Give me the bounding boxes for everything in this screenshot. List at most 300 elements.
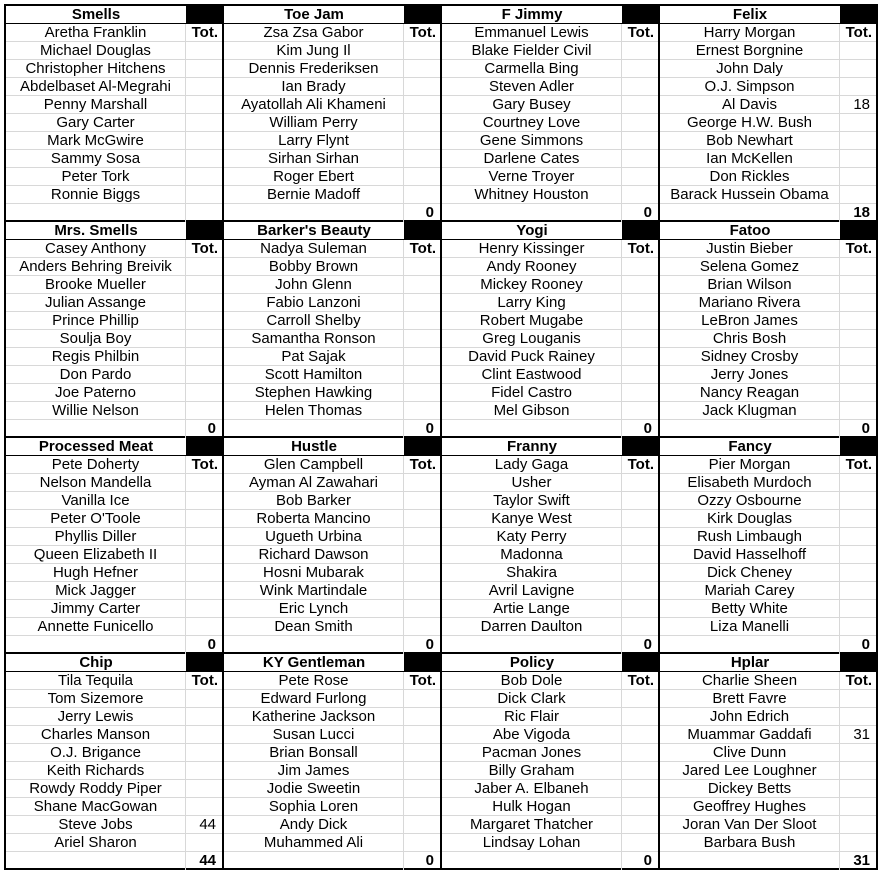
header-fill-cell[interactable]	[840, 6, 876, 24]
pick-cell[interactable]: Gary Busey	[442, 96, 622, 114]
pick-cell[interactable]: Stephen Hawking	[224, 384, 404, 402]
points-cell[interactable]	[840, 168, 876, 186]
points-cell[interactable]	[622, 276, 658, 294]
tot-header-cell[interactable]: Tot.	[622, 24, 658, 42]
team-total-cell[interactable]: 0	[425, 636, 434, 653]
pick-cell[interactable]: Chris Bosh	[660, 330, 840, 348]
pick-cell[interactable]: Peter Tork	[6, 168, 186, 186]
points-cell[interactable]: 18	[840, 96, 876, 114]
points-cell[interactable]	[186, 744, 222, 762]
points-cell[interactable]	[622, 690, 658, 708]
pick-cell[interactable]: Steve Jobs	[6, 816, 186, 834]
points-cell[interactable]	[404, 546, 440, 564]
points-cell[interactable]	[186, 546, 222, 564]
pick-cell[interactable]: Glen Campbell	[224, 456, 404, 474]
header-fill-cell[interactable]	[404, 438, 440, 456]
points-cell[interactable]	[840, 348, 876, 366]
points-cell[interactable]	[186, 78, 222, 96]
points-cell[interactable]	[840, 276, 876, 294]
pick-cell[interactable]: Billy Graham	[442, 762, 622, 780]
points-cell[interactable]	[622, 294, 658, 312]
pick-cell[interactable]: Lindsay Lohan	[442, 834, 622, 852]
pick-cell[interactable]: Anders Behring Breivik	[6, 258, 186, 276]
pick-cell[interactable]: Michael Douglas	[6, 42, 186, 60]
pick-cell[interactable]: Brooke Mueller	[6, 276, 186, 294]
points-cell[interactable]	[186, 60, 222, 78]
pick-cell[interactable]: Sirhan Sirhan	[224, 150, 404, 168]
pick-cell[interactable]: Queen Elizabeth II	[6, 546, 186, 564]
pick-cell[interactable]: Carmella Bing	[442, 60, 622, 78]
empty-cell[interactable]	[224, 204, 404, 222]
points-cell[interactable]	[404, 96, 440, 114]
pick-cell[interactable]: Susan Lucci	[224, 726, 404, 744]
points-cell[interactable]	[622, 510, 658, 528]
empty-cell[interactable]	[6, 636, 186, 654]
empty-cell[interactable]	[6, 852, 186, 870]
team-total-cell[interactable]: 0	[643, 636, 652, 653]
points-cell[interactable]	[840, 582, 876, 600]
points-cell[interactable]	[622, 582, 658, 600]
pick-cell[interactable]: Don Rickles	[660, 168, 840, 186]
points-cell[interactable]	[404, 330, 440, 348]
team-name-cell[interactable]: Franny	[442, 438, 622, 456]
pick-cell[interactable]: Muhammed Ali	[224, 834, 404, 852]
points-cell[interactable]	[840, 690, 876, 708]
header-fill-cell[interactable]	[404, 222, 440, 240]
points-cell[interactable]	[404, 780, 440, 798]
points-cell[interactable]	[186, 780, 222, 798]
empty-cell[interactable]	[442, 636, 622, 654]
pick-cell[interactable]: Joran Van Der Sloot	[660, 816, 840, 834]
points-cell[interactable]	[622, 708, 658, 726]
pick-cell[interactable]: David Puck Rainey	[442, 348, 622, 366]
team-name-cell[interactable]: Felix	[660, 6, 840, 24]
points-cell[interactable]	[622, 384, 658, 402]
pick-cell[interactable]: Jimmy Carter	[6, 600, 186, 618]
pick-cell[interactable]: Pete Doherty	[6, 456, 186, 474]
points-cell[interactable]	[622, 762, 658, 780]
pick-cell[interactable]: Carroll Shelby	[224, 312, 404, 330]
header-fill-cell[interactable]	[840, 438, 876, 456]
points-cell[interactable]	[404, 600, 440, 618]
points-cell[interactable]	[622, 528, 658, 546]
pick-cell[interactable]: Emmanuel Lewis	[442, 24, 622, 42]
pick-cell[interactable]: Brian Wilson	[660, 276, 840, 294]
pick-cell[interactable]: Lady Gaga	[442, 456, 622, 474]
pick-cell[interactable]: Casey Anthony	[6, 240, 186, 258]
pick-cell[interactable]: Hugh Hefner	[6, 564, 186, 582]
tot-header-cell[interactable]: Tot.	[404, 456, 440, 474]
pick-cell[interactable]: Whitney Houston	[442, 186, 622, 204]
points-cell[interactable]	[840, 78, 876, 96]
pick-cell[interactable]: Margaret Thatcher	[442, 816, 622, 834]
points-cell[interactable]	[622, 348, 658, 366]
points-cell[interactable]	[840, 492, 876, 510]
pick-cell[interactable]: Sidney Crosby	[660, 348, 840, 366]
points-cell[interactable]	[840, 834, 876, 852]
pick-cell[interactable]: Sammy Sosa	[6, 150, 186, 168]
team-name-cell[interactable]: Policy	[442, 654, 622, 672]
header-fill-cell[interactable]	[404, 6, 440, 24]
pick-cell[interactable]: Samantha Ronson	[224, 330, 404, 348]
tot-header-cell[interactable]: Tot.	[404, 672, 440, 690]
pick-cell[interactable]: Bob Newhart	[660, 132, 840, 150]
points-cell[interactable]	[404, 168, 440, 186]
points-cell[interactable]	[186, 258, 222, 276]
pick-cell[interactable]: Mariah Carey	[660, 582, 840, 600]
points-cell[interactable]	[404, 78, 440, 96]
points-cell[interactable]	[404, 186, 440, 204]
pick-cell[interactable]: Clint Eastwood	[442, 366, 622, 384]
pick-cell[interactable]: Gary Carter	[6, 114, 186, 132]
pick-cell[interactable]: Pete Rose	[224, 672, 404, 690]
points-cell[interactable]	[622, 168, 658, 186]
points-cell[interactable]	[186, 150, 222, 168]
team-total-cell[interactable]: 0	[425, 420, 434, 437]
empty-cell[interactable]	[660, 636, 840, 654]
team-name-cell[interactable]: Hplar	[660, 654, 840, 672]
points-cell[interactable]	[840, 474, 876, 492]
pick-cell[interactable]: Darlene Cates	[442, 150, 622, 168]
pick-cell[interactable]: John Glenn	[224, 276, 404, 294]
pick-cell[interactable]: Taylor Swift	[442, 492, 622, 510]
tot-header-cell[interactable]: Tot.	[404, 240, 440, 258]
team-total-cell[interactable]: 31	[853, 852, 870, 869]
points-cell[interactable]	[404, 798, 440, 816]
pick-cell[interactable]: Dennis Frederiksen	[224, 60, 404, 78]
pick-cell[interactable]: Ayatollah Ali Khameni	[224, 96, 404, 114]
pick-cell[interactable]: Nancy Reagan	[660, 384, 840, 402]
team-name-cell[interactable]: KY Gentleman	[224, 654, 404, 672]
pick-cell[interactable]: Ric Flair	[442, 708, 622, 726]
pick-cell[interactable]: George H.W. Bush	[660, 114, 840, 132]
pick-cell[interactable]: Ronnie Biggs	[6, 186, 186, 204]
team-name-cell[interactable]: Yogi	[442, 222, 622, 240]
points-cell[interactable]	[186, 492, 222, 510]
points-cell[interactable]	[404, 348, 440, 366]
points-cell[interactable]	[840, 132, 876, 150]
pick-cell[interactable]: Scott Hamilton	[224, 366, 404, 384]
pick-cell[interactable]: Dick Clark	[442, 690, 622, 708]
header-fill-cell[interactable]	[622, 222, 658, 240]
points-cell[interactable]	[840, 816, 876, 834]
team-name-cell[interactable]: Chip	[6, 654, 186, 672]
header-fill-cell[interactable]	[622, 6, 658, 24]
points-cell[interactable]	[186, 96, 222, 114]
pick-cell[interactable]: Tila Tequila	[6, 672, 186, 690]
pick-cell[interactable]: Jack Klugman	[660, 402, 840, 420]
pick-cell[interactable]: Shakira	[442, 564, 622, 582]
pick-cell[interactable]: Kirk Douglas	[660, 510, 840, 528]
points-cell[interactable]	[186, 186, 222, 204]
points-cell[interactable]	[622, 618, 658, 636]
pick-cell[interactable]: Barbara Bush	[660, 834, 840, 852]
points-cell[interactable]	[404, 492, 440, 510]
points-cell[interactable]	[840, 708, 876, 726]
points-cell[interactable]	[622, 798, 658, 816]
tot-header-cell[interactable]: Tot.	[186, 672, 222, 690]
pick-cell[interactable]: Jodie Sweetin	[224, 780, 404, 798]
points-cell[interactable]	[840, 618, 876, 636]
points-cell[interactable]	[404, 816, 440, 834]
pick-cell[interactable]: Roger Ebert	[224, 168, 404, 186]
pick-cell[interactable]: Bobby Brown	[224, 258, 404, 276]
points-cell[interactable]	[186, 348, 222, 366]
pick-cell[interactable]: Mariano Rivera	[660, 294, 840, 312]
team-name-cell[interactable]: Fatoo	[660, 222, 840, 240]
pick-cell[interactable]: Darren Daulton	[442, 618, 622, 636]
pick-cell[interactable]: Dick Cheney	[660, 564, 840, 582]
points-cell[interactable]	[404, 366, 440, 384]
pick-cell[interactable]: Kanye West	[442, 510, 622, 528]
points-cell[interactable]	[186, 366, 222, 384]
pick-cell[interactable]: Soulja Boy	[6, 330, 186, 348]
pick-cell[interactable]: Clive Dunn	[660, 744, 840, 762]
pick-cell[interactable]: O.J. Brigance	[6, 744, 186, 762]
pick-cell[interactable]: Pat Sajak	[224, 348, 404, 366]
pick-cell[interactable]: Elisabeth Murdoch	[660, 474, 840, 492]
pick-cell[interactable]: Julian Assange	[6, 294, 186, 312]
pick-cell[interactable]: Henry Kissinger	[442, 240, 622, 258]
tot-header-cell[interactable]: Tot.	[840, 672, 876, 690]
points-cell[interactable]	[840, 762, 876, 780]
points-cell[interactable]	[404, 726, 440, 744]
points-cell[interactable]	[622, 330, 658, 348]
empty-cell[interactable]	[660, 852, 840, 870]
team-name-cell[interactable]: Mrs. Smells	[6, 222, 186, 240]
points-cell[interactable]	[186, 132, 222, 150]
pick-cell[interactable]: Mark McGwire	[6, 132, 186, 150]
pick-cell[interactable]: Mickey Rooney	[442, 276, 622, 294]
pick-cell[interactable]: Jaber A. Elbaneh	[442, 780, 622, 798]
pick-cell[interactable]: Don Pardo	[6, 366, 186, 384]
points-cell[interactable]	[840, 42, 876, 60]
empty-cell[interactable]	[442, 852, 622, 870]
points-cell[interactable]	[186, 762, 222, 780]
points-cell[interactable]	[404, 762, 440, 780]
pick-cell[interactable]: LeBron James	[660, 312, 840, 330]
pick-cell[interactable]: Mel Gibson	[442, 402, 622, 420]
points-cell[interactable]	[622, 600, 658, 618]
pick-cell[interactable]: John Daly	[660, 60, 840, 78]
points-cell[interactable]	[186, 528, 222, 546]
team-name-cell[interactable]: Hustle	[224, 438, 404, 456]
points-cell[interactable]	[840, 384, 876, 402]
pick-cell[interactable]: Harry Morgan	[660, 24, 840, 42]
points-cell[interactable]	[622, 564, 658, 582]
points-cell[interactable]	[622, 312, 658, 330]
pick-cell[interactable]: Ayman Al Zawahari	[224, 474, 404, 492]
header-fill-cell[interactable]	[840, 222, 876, 240]
points-cell[interactable]	[840, 366, 876, 384]
empty-cell[interactable]	[224, 420, 404, 438]
tot-header-cell[interactable]: Tot.	[840, 240, 876, 258]
header-fill-cell[interactable]	[186, 222, 222, 240]
tot-header-cell[interactable]: Tot.	[840, 456, 876, 474]
pick-cell[interactable]: O.J. Simpson	[660, 78, 840, 96]
points-cell[interactable]	[622, 402, 658, 420]
points-cell[interactable]: 31	[840, 726, 876, 744]
points-cell[interactable]	[840, 798, 876, 816]
points-cell[interactable]	[622, 60, 658, 78]
header-fill-cell[interactable]	[186, 654, 222, 672]
points-cell[interactable]	[186, 834, 222, 852]
points-cell[interactable]	[186, 618, 222, 636]
pick-cell[interactable]: Vanilla Ice	[6, 492, 186, 510]
pick-cell[interactable]: Kim Jung Il	[224, 42, 404, 60]
points-cell[interactable]	[840, 312, 876, 330]
points-cell[interactable]	[404, 528, 440, 546]
points-cell[interactable]	[840, 744, 876, 762]
pick-cell[interactable]: Peter O'Toole	[6, 510, 186, 528]
points-cell[interactable]	[186, 582, 222, 600]
points-cell[interactable]	[622, 816, 658, 834]
team-name-cell[interactable]: Barker's Beauty	[224, 222, 404, 240]
points-cell[interactable]	[186, 114, 222, 132]
pick-cell[interactable]: Penny Marshall	[6, 96, 186, 114]
pick-cell[interactable]: Bernie Madoff	[224, 186, 404, 204]
tot-header-cell[interactable]: Tot.	[404, 24, 440, 42]
empty-cell[interactable]	[224, 852, 404, 870]
points-cell[interactable]	[840, 546, 876, 564]
pick-cell[interactable]: Shane MacGowan	[6, 798, 186, 816]
pick-cell[interactable]: Tom Sizemore	[6, 690, 186, 708]
points-cell[interactable]	[840, 510, 876, 528]
pick-cell[interactable]: Selena Gomez	[660, 258, 840, 276]
pick-cell[interactable]: Dickey Betts	[660, 780, 840, 798]
points-cell[interactable]	[404, 384, 440, 402]
pick-cell[interactable]: Andy Rooney	[442, 258, 622, 276]
pick-cell[interactable]: Nadya Suleman	[224, 240, 404, 258]
points-cell[interactable]	[840, 330, 876, 348]
pick-cell[interactable]: Fabio Lanzoni	[224, 294, 404, 312]
points-cell[interactable]	[404, 618, 440, 636]
team-total-cell[interactable]: 0	[425, 204, 434, 221]
tot-header-cell[interactable]: Tot.	[186, 456, 222, 474]
pick-cell[interactable]: Roberta Mancino	[224, 510, 404, 528]
pick-cell[interactable]: Blake Fielder Civil	[442, 42, 622, 60]
points-cell[interactable]	[186, 168, 222, 186]
points-cell[interactable]	[622, 726, 658, 744]
team-name-cell[interactable]: F Jimmy	[442, 6, 622, 24]
points-cell[interactable]	[404, 294, 440, 312]
points-cell[interactable]	[186, 384, 222, 402]
team-total-cell[interactable]: 0	[643, 204, 652, 221]
points-cell[interactable]	[186, 726, 222, 744]
points-cell[interactable]	[622, 474, 658, 492]
points-cell[interactable]	[404, 276, 440, 294]
points-cell[interactable]	[404, 150, 440, 168]
team-total-cell[interactable]	[186, 204, 222, 222]
pick-cell[interactable]: Rush Limbaugh	[660, 528, 840, 546]
pick-cell[interactable]: Larry Flynt	[224, 132, 404, 150]
points-cell[interactable]	[404, 582, 440, 600]
pick-cell[interactable]: Betty White	[660, 600, 840, 618]
pick-cell[interactable]: John Edrich	[660, 708, 840, 726]
team-total-cell[interactable]: 0	[207, 420, 216, 437]
points-cell[interactable]	[404, 744, 440, 762]
pick-cell[interactable]: Robert Mugabe	[442, 312, 622, 330]
pick-cell[interactable]: Brian Bonsall	[224, 744, 404, 762]
points-cell[interactable]	[622, 78, 658, 96]
pick-cell[interactable]: Bob Barker	[224, 492, 404, 510]
pick-cell[interactable]: Liza Manelli	[660, 618, 840, 636]
team-total-cell[interactable]: 18	[853, 204, 870, 221]
pick-cell[interactable]: Brett Favre	[660, 690, 840, 708]
header-fill-cell[interactable]	[404, 654, 440, 672]
empty-cell[interactable]	[6, 204, 186, 222]
pick-cell[interactable]: Wink Martindale	[224, 582, 404, 600]
team-total-cell[interactable]: 44	[199, 852, 216, 869]
pick-cell[interactable]: Katherine Jackson	[224, 708, 404, 726]
empty-cell[interactable]	[6, 420, 186, 438]
points-cell[interactable]	[186, 42, 222, 60]
points-cell[interactable]	[622, 366, 658, 384]
points-cell[interactable]	[840, 402, 876, 420]
points-cell[interactable]: 44	[186, 816, 222, 834]
pick-cell[interactable]: Ozzy Osbourne	[660, 492, 840, 510]
header-fill-cell[interactable]	[840, 654, 876, 672]
points-cell[interactable]	[622, 780, 658, 798]
points-cell[interactable]	[622, 492, 658, 510]
pick-cell[interactable]: Regis Philbin	[6, 348, 186, 366]
pick-cell[interactable]: Ian McKellen	[660, 150, 840, 168]
points-cell[interactable]	[404, 42, 440, 60]
points-cell[interactable]	[622, 132, 658, 150]
points-cell[interactable]	[622, 186, 658, 204]
points-cell[interactable]	[404, 258, 440, 276]
points-cell[interactable]	[186, 690, 222, 708]
pick-cell[interactable]: Edward Furlong	[224, 690, 404, 708]
pick-cell[interactable]: Katy Perry	[442, 528, 622, 546]
points-cell[interactable]	[186, 600, 222, 618]
tot-header-cell[interactable]: Tot.	[186, 240, 222, 258]
pick-cell[interactable]: Geoffrey Hughes	[660, 798, 840, 816]
pick-cell[interactable]: Artie Lange	[442, 600, 622, 618]
team-total-cell[interactable]: 0	[643, 420, 652, 437]
points-cell[interactable]	[840, 780, 876, 798]
header-fill-cell[interactable]	[622, 438, 658, 456]
empty-cell[interactable]	[224, 636, 404, 654]
header-fill-cell[interactable]	[622, 654, 658, 672]
pick-cell[interactable]: Muammar Gaddafi	[660, 726, 840, 744]
points-cell[interactable]	[404, 834, 440, 852]
pick-cell[interactable]: Pacman Jones	[442, 744, 622, 762]
pick-cell[interactable]: Joe Paterno	[6, 384, 186, 402]
points-cell[interactable]	[404, 114, 440, 132]
tot-header-cell[interactable]: Tot.	[622, 240, 658, 258]
points-cell[interactable]	[186, 564, 222, 582]
pick-cell[interactable]: Willie Nelson	[6, 402, 186, 420]
points-cell[interactable]	[404, 690, 440, 708]
pick-cell[interactable]: Jerry Jones	[660, 366, 840, 384]
points-cell[interactable]	[840, 60, 876, 78]
points-cell[interactable]	[622, 96, 658, 114]
points-cell[interactable]	[186, 276, 222, 294]
pick-cell[interactable]: Annette Funicello	[6, 618, 186, 636]
pick-cell[interactable]: Mick Jagger	[6, 582, 186, 600]
pick-cell[interactable]: Abdelbaset Al-Megrahi	[6, 78, 186, 96]
team-total-cell[interactable]: 0	[861, 636, 870, 653]
pick-cell[interactable]: Courtney Love	[442, 114, 622, 132]
points-cell[interactable]	[186, 798, 222, 816]
points-cell[interactable]	[840, 186, 876, 204]
pick-cell[interactable]: Pier Morgan	[660, 456, 840, 474]
team-total-cell[interactable]: 0	[425, 852, 434, 869]
pick-cell[interactable]: Charles Manson	[6, 726, 186, 744]
pick-cell[interactable]: Greg Louganis	[442, 330, 622, 348]
points-cell[interactable]	[186, 312, 222, 330]
